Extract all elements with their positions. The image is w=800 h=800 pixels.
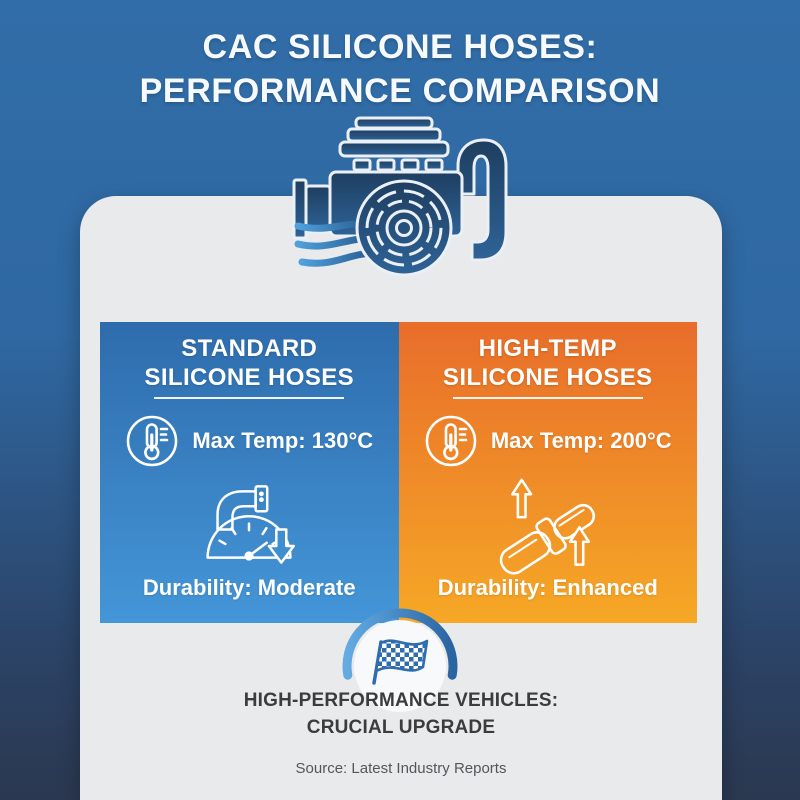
- high-temp-durability-label: Durability: Enhanced: [437, 575, 658, 600]
- standard-durability-label: Durability: Moderate: [142, 575, 356, 600]
- source-text: Source: Latest Industry Reports: [295, 760, 507, 777]
- callout-line1: HIGH-PERFORMANCE VEHICLES:: [243, 690, 559, 711]
- comparison-panels: [100, 322, 697, 623]
- panel-divider: [453, 397, 643, 399]
- panel-standard-silicone-hoses: [100, 322, 399, 623]
- page-title: [0, 26, 800, 113]
- hose-up-arrows-icon: [492, 478, 604, 580]
- thermometer-icon: [424, 414, 478, 468]
- panel-standard-heading-line2: SILICONE HOSES: [144, 363, 355, 391]
- panel-standard-heading-line1: STANDARD: [181, 335, 318, 362]
- callout-line2: CRUCIAL UPGRADE: [306, 716, 496, 738]
- page-title-line1: CAC SILICONE HOSES:: [202, 28, 598, 66]
- thermometer-icon: [125, 414, 179, 468]
- callout-text: [80, 688, 722, 741]
- standard-max-temp-row: [100, 412, 399, 470]
- comparison-card: [80, 196, 722, 800]
- panel-divider: [154, 397, 344, 399]
- panel-high-temp-heading: [399, 335, 698, 393]
- panel-high-temp-heading-line2: SILICONE HOSES: [442, 363, 653, 391]
- standard-max-temp-label: Max Temp: 130°C: [192, 428, 374, 453]
- high-temp-max-temp-label: Max Temp: 200°C: [490, 428, 672, 453]
- panel-high-temp-silicone-hoses: [399, 322, 698, 623]
- panel-high-temp-heading-line1: HIGH-TEMP: [478, 335, 617, 362]
- page-title-line2: PERFORMANCE COMPARISON: [139, 71, 661, 110]
- panel-standard-heading: [100, 335, 399, 393]
- pressure-gauge-down-arrow-icon: [196, 478, 302, 571]
- turbo-engine-icon: [292, 116, 508, 278]
- high-temp-max-temp-row: [399, 412, 698, 470]
